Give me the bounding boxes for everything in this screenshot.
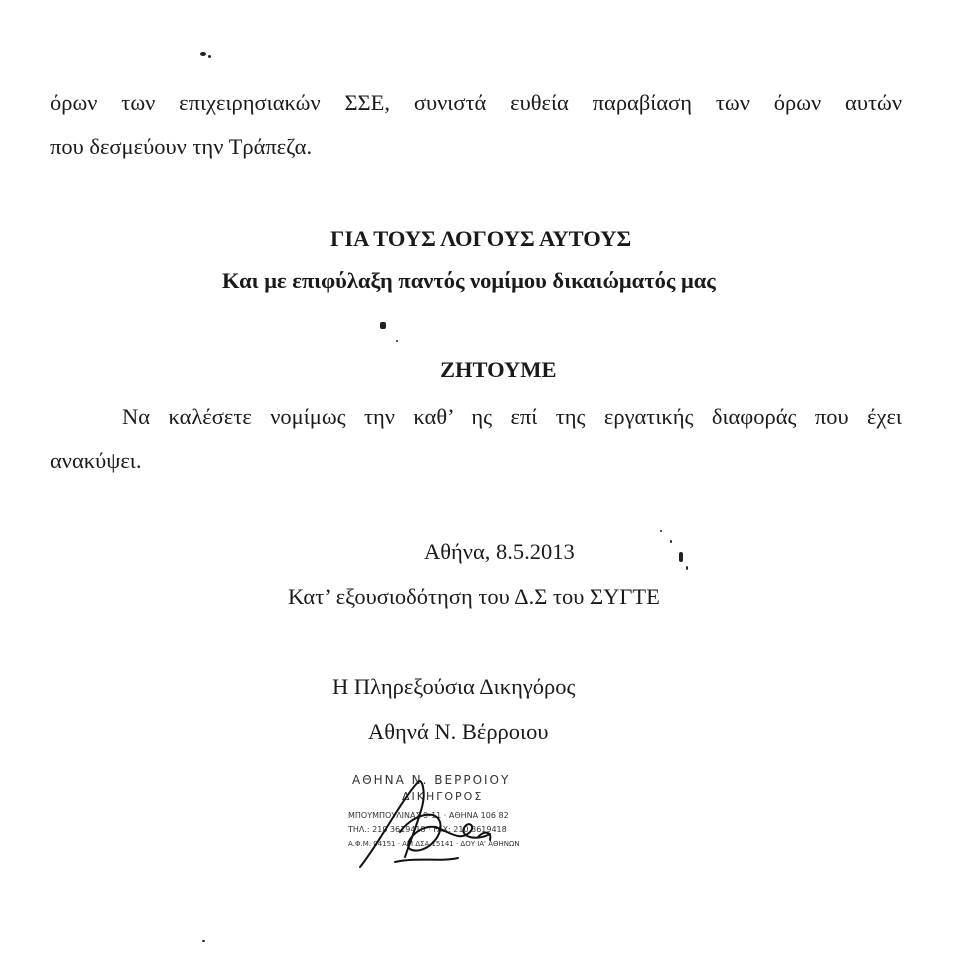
lawyer-stamp-with-signature <box>340 762 590 872</box>
scan-speck <box>396 340 398 342</box>
signatory-name: Αθηνά Ν. Βέρροιου <box>368 719 549 744</box>
paragraph-line-1: όρων των επιχειρησιακών ΣΣΕ, συνιστά ευθεία παραβίαση των όρων αυτών <box>50 90 902 115</box>
scan-speck <box>380 322 386 329</box>
stamp-line-5: Α.Φ.Μ. 04151 · ΑΜ ΔΣΑ 15141 · ΔΟΥ ΙΑ' ΑΘΗΝΩΝ <box>348 840 520 848</box>
scan-speck <box>670 540 672 543</box>
stamp-line-2: ΔΙΚΗΓΟΡΟΣ <box>402 790 484 803</box>
stamp-line-4: ΤΗΛ.: 210 3619418 · FAX: 210 3619418 <box>348 825 507 834</box>
scan-speck <box>208 55 211 58</box>
stamp-line-3: ΜΠΟΥΜΠΟΥΛΙΝΑΣ 9-11 · ΑΘΗΝΑ 106 82 <box>348 811 509 820</box>
section-subheading: Και με επιφύλαξη παντός νομίμου δικαιώματός μας <box>222 268 716 293</box>
signatory-role: Η Πληρεξούσια Δικηγόρος <box>332 674 576 699</box>
scan-speck <box>200 52 206 56</box>
scan-speck <box>202 940 205 942</box>
section-heading: ΓΙΑ ΤΟΥΣ ΛΟΓΟΥΣ ΑΥΤΟΥΣ <box>330 226 632 251</box>
request-line-1: Να καλέσετε νομίμως την καθ’ ης επί της εργατικής διαφοράς που έχει <box>122 404 902 429</box>
request-title: ΖΗΤΟΥΜΕ <box>440 357 557 382</box>
authorization-line: Κατ’ εξουσιοδότηση του Δ.Σ του ΣΥΓΤΕ <box>288 584 660 609</box>
scan-speck <box>660 530 662 532</box>
scan-speck <box>686 566 688 570</box>
paragraph-line-2: που δεσμεύουν την Τράπεζα. <box>50 134 313 159</box>
scan-speck <box>679 552 683 562</box>
stamp-line-1: ΑΘΗΝΑ Ν. ΒΕΡΡΟΙΟΥ <box>352 773 511 787</box>
request-line-2: ανακύψει. <box>50 448 142 473</box>
place-date: Αθήνα, 8.5.2013 <box>424 539 575 564</box>
